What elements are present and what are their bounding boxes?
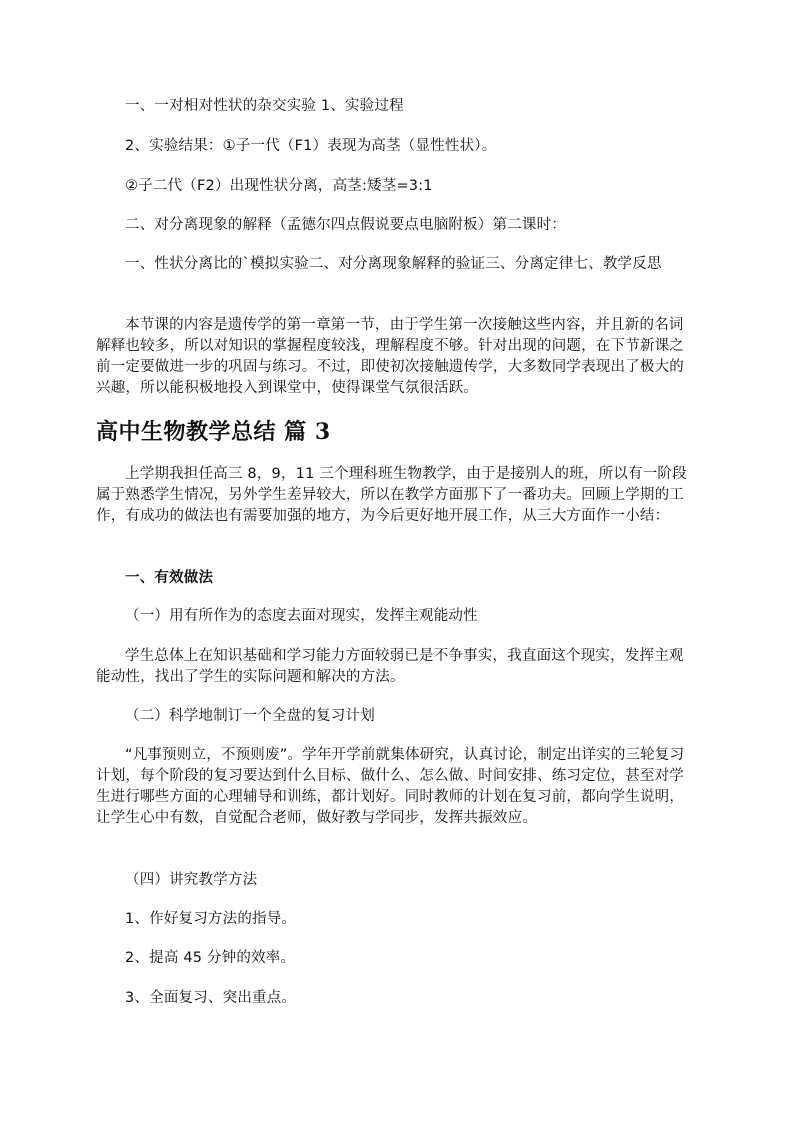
subheading-review-plan: （二）科学地制订一个全盘的复习计划 (125, 708, 375, 724)
paragraph-second-lesson: 一、性状分离比的`模拟实验二、对分离现象解释的验证三、分离定律七、教学反思 (125, 256, 662, 272)
list-item-efficiency: 2、提高 45 分钟的效率。 (125, 950, 296, 966)
subheading-attitude: （一）用有所作为的态度去面对现实，发挥主观能动性 (125, 608, 478, 624)
list-item-comprehensive-review: 3、全面复习、突出重点。 (125, 990, 297, 1006)
paragraph-review-plan: “凡事预则立，不预则废”。学年开学前就集体研究，认真讨论，制定出详实的三轮复习计划，每个阶段的复习要达到什么目标、做什么、怎么做、时间安排、练习定位，甚至对学生进行哪些方面的心理辅导和训练，都计划好。同时教师的计划在复习前，都向学生说明，让学生心中有数，自觉配合老师，做好教与学同步，发挥共振效应。 (96, 747, 685, 826)
paragraph-f2-result: ②子二代（F2）出现性状分离，高茎:矮茎=3:1 (125, 178, 433, 194)
paragraph-experiment-result: 2、实验结果：①子一代（F1）表现为高茎（显性性状）。 (125, 138, 497, 154)
paragraph-experiment-title: 一、一对相对性状的杂交实验 1、实验过程 (125, 98, 404, 114)
section-heading: 高中生物教学总结 篇 3 (96, 419, 331, 445)
paragraph-explanation: 二、对分离现象的解释（孟德尔四点假说要点电脑附板）第二课时： (125, 217, 566, 233)
subheading-effective-methods: 一、有效做法 (125, 570, 214, 586)
list-item-method-guidance: 1、作好复习方法的指导。 (125, 911, 297, 927)
paragraph-reflection: 本节课的内容是遗传学的第一章第一节，由于学生第一次接触这些内容，并且新的名词解释也较多，所以对知识的掌握程度较浅，理解程度不够。针对出现的问题，在下节新课之前一定要做进一步的巩固与练习。不过，即使初次接触遗传学，大多数同学表现出了极大的兴趣，所以能积极地投入到课堂中，使得课堂气氛很活跃。 (96, 317, 684, 396)
paragraph-attitude: 学生总体上在知识基础和学习能力方面较弱已是不争事实，我直面这个现实，发挥主观能动性，找出了学生的实际问题和解决的方法。 (96, 648, 684, 685)
subheading-teaching-methods: （四）讲究教学方法 (125, 872, 258, 888)
paragraph-intro: 上学期我担任高三 8，9，11 三个理科班生物教学，由于是接别人的班，所以有一阶段属于熟悉学生情况，另外学生差异较大，所以在教学方面那下了一番功夫。回顾上学期的工作，有成功的做法也有需要加强的地方，为今后更好地开展工作，从三大方面作一小结： (96, 466, 687, 524)
